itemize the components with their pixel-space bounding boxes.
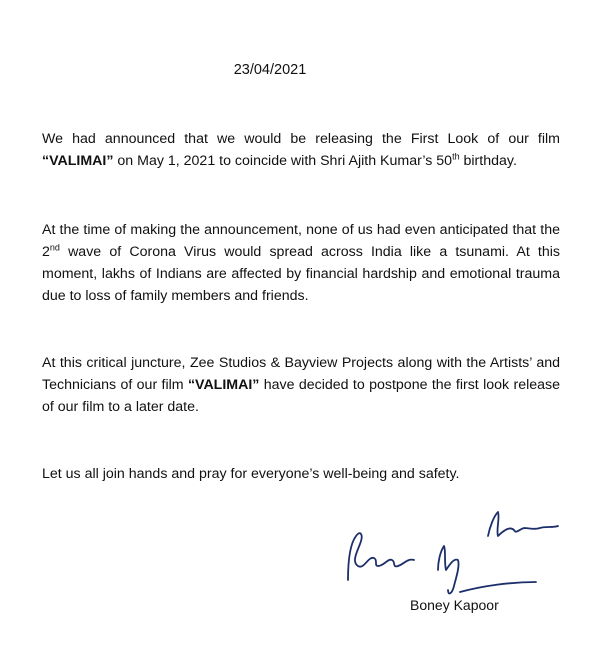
paragraph-announcement: [42, 128, 560, 172]
signature-stroke: [348, 533, 414, 580]
paragraph-1-text-c: birthday.: [459, 153, 517, 169]
paragraph-1-text-b: on May 1, 2021 to coincide with Shri Ajith Kumar’s 50: [113, 153, 453, 169]
paragraph-1-text-a: We had announced that we would be releasing the First Look of our film: [42, 131, 560, 147]
paragraph-2-text-a: At the time of making the announcement, none of us had even anticipated that the 2: [42, 222, 560, 260]
ordinal-suffix: th: [452, 151, 460, 162]
paragraph-second-wave: [42, 219, 560, 307]
signature-stroke: [460, 582, 536, 592]
signature-stroke: [438, 546, 459, 593]
paragraph-closing: Let us all join hands and pray for everyone’s well-being and safety.: [42, 466, 460, 482]
signer-name: Boney Kapoor: [410, 597, 499, 613]
paragraph-2-text-b: wave of Corona Virus would spread across India like a tsunami. At this moment, lakhs of Indians are affected by financial hardship and emotional trauma due to loss of family members and friends.: [42, 244, 560, 304]
letter-date: 23/04/2021: [233, 62, 307, 78]
signature-stroke: [488, 512, 558, 536]
paragraph-3-text-a: At this critical juncture, Zee Studios & Bayview Projects along with the Artists’ and Technicians of our film: [42, 355, 560, 393]
paragraph-3-text-b: have decided to postpone the first look release of our film to a later date.: [42, 377, 560, 415]
handwritten-signature: [334, 500, 574, 600]
film-title: “VALIMAI”: [42, 153, 114, 169]
ordinal-suffix: nd: [49, 242, 60, 253]
paragraph-postponement: [42, 352, 560, 418]
film-title: “VALIMAI”: [187, 377, 260, 393]
